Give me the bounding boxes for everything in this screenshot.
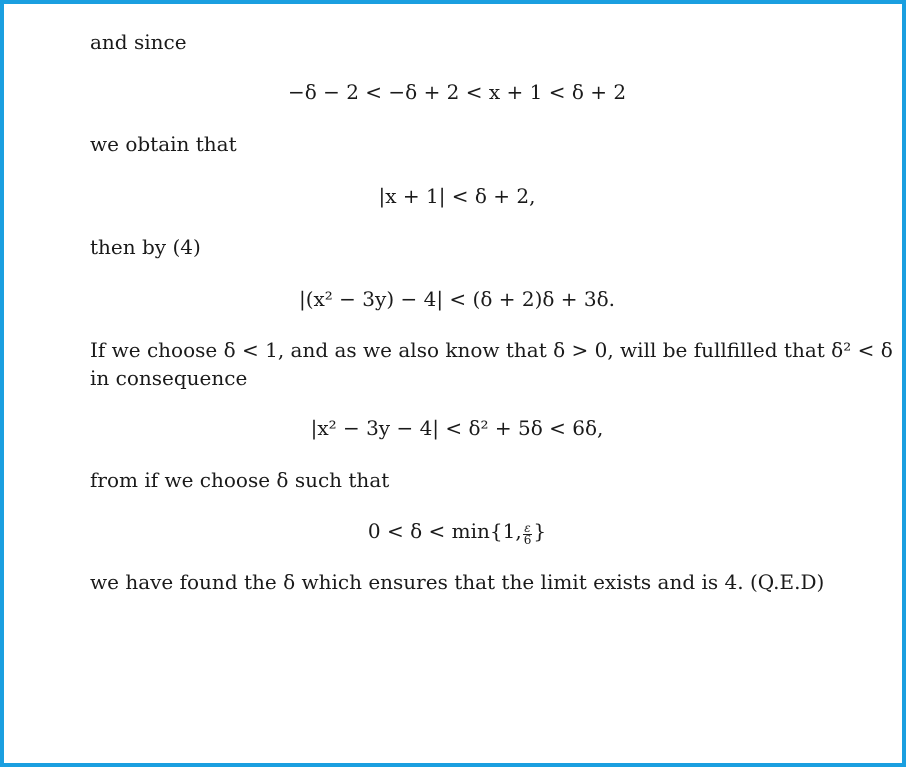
paragraph-from-if-we-choose: from if we choose δ such that	[90, 468, 390, 492]
equation-bound-with-3delta: |(x² − 3y) − 4| < (δ + 2)δ + 3δ.	[298, 287, 616, 311]
paragraph-then-by-4: then by (4)	[90, 235, 201, 259]
paragraph-we-obtain: we obtain that	[90, 132, 237, 156]
equation-abs-x-plus-1: |x + 1| < δ + 2,	[378, 184, 536, 208]
fraction-epsilon-over-6	[523, 523, 533, 546]
paragraph-conclusion: we have found the δ which ensures that the limit exists and is 4. (Q.E.D)	[90, 570, 825, 594]
equation-inequality-chain: −δ − 2 < −δ + 2 < x + 1 < δ + 2	[287, 80, 627, 104]
equation-delta-min	[4, 521, 906, 546]
fraction-denominator: 6	[523, 533, 532, 547]
paragraph-choose-delta-line2: in consequence	[90, 366, 248, 390]
equation-6delta-bound: |x² − 3y − 4| < δ² + 5δ < 6δ,	[310, 416, 604, 440]
paragraph-and-since: and since	[90, 30, 187, 54]
equation-delta-min-prefix: 0 < δ < min{1,	[367, 519, 522, 543]
equation-delta-min-suffix: }	[533, 519, 547, 543]
paragraph-choose-delta-line1: If we choose δ < 1, and as we also know that δ > 0, will be fullfilled that δ² < δ	[90, 338, 893, 362]
fraction-numerator: ε	[524, 521, 531, 535]
